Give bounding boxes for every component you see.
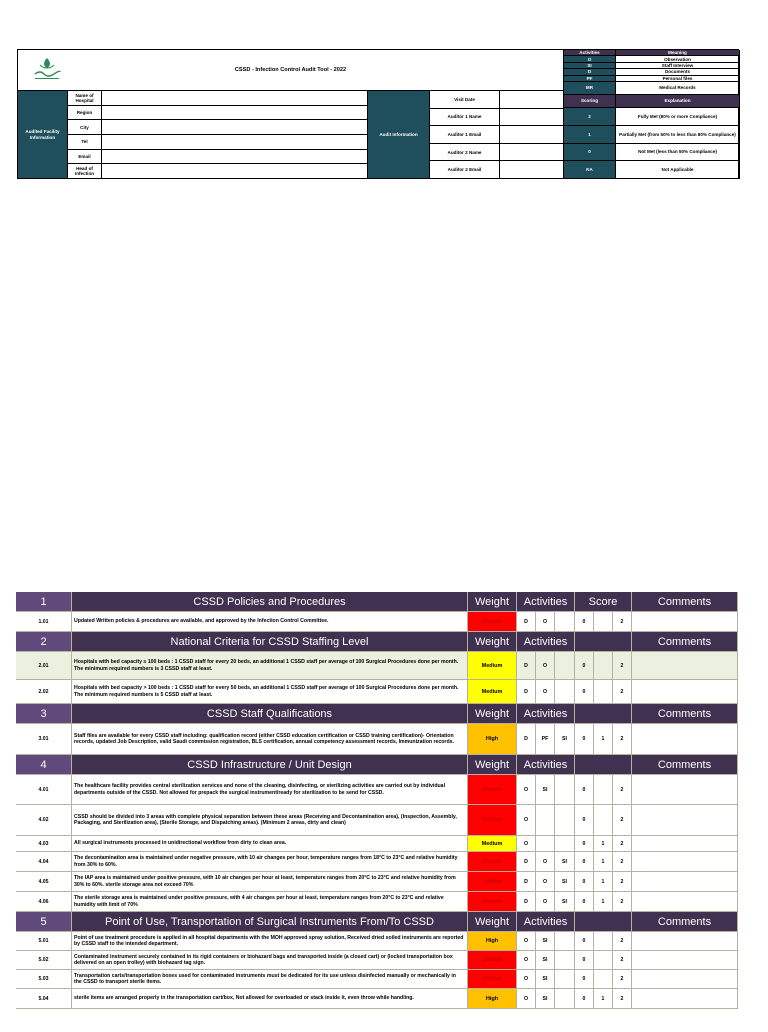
item-description: The healthcare facility provides central sterilization services and none of the cleaning, disinfecting, or sterilizing activities are carried out by individual departments outside of the CSSD. Not allowed for prepack the surgical instrument/ready for sterilization to be send for CSSD. bbox=[72, 775, 468, 805]
facility-field-input[interactable] bbox=[102, 164, 368, 179]
activity-code bbox=[536, 836, 555, 852]
score-cell[interactable]: 0 bbox=[575, 852, 594, 872]
section-header-row bbox=[16, 912, 738, 932]
sheet-title: CSSD - Infection Control Audit Tool - 2022 bbox=[18, 50, 564, 91]
weight-badge: Medium bbox=[468, 680, 517, 704]
legend-score-explanation: Not Applicable bbox=[616, 161, 740, 179]
facility-field-label: Name of Hospital bbox=[68, 91, 102, 106]
audit-item-row bbox=[16, 836, 738, 852]
score-cell[interactable]: 1 bbox=[594, 836, 613, 852]
audit-field-label: Auditor 1 Name bbox=[430, 109, 500, 127]
activity-code: O bbox=[517, 805, 536, 836]
weight-header: Weight bbox=[468, 592, 517, 612]
comment-cell[interactable] bbox=[632, 970, 738, 989]
legend-activity-code: SI bbox=[564, 63, 616, 69]
weight-badge: Critical bbox=[468, 970, 517, 989]
activity-code: SI bbox=[555, 892, 575, 912]
item-number: 2.02 bbox=[16, 680, 72, 704]
activities-header: Activities bbox=[517, 755, 575, 775]
comments-header: Comments bbox=[632, 704, 738, 724]
audit-item-row bbox=[16, 612, 738, 632]
item-description: Hospitals with bed capacity > 100 beds : 1 CSSD staff for every 50 beds, an additional 1 CSSD staff per average of 100 Surgical Procedures done per month. The minimum required numbers is 5 CSSD staff at least. bbox=[72, 680, 468, 704]
facility-field-label: Tel bbox=[68, 135, 102, 150]
audit-field-input[interactable] bbox=[500, 109, 564, 127]
activity-code bbox=[555, 970, 575, 989]
weight-badge: Critical bbox=[468, 951, 517, 970]
item-description: Point of use treatment procedure is applied in all hospital departments with the MOH approved spray solution, Received dried soiled instruments are reported by CSSD staff to the intended department. bbox=[72, 932, 468, 951]
audit-item-row bbox=[16, 805, 738, 836]
activity-code: O bbox=[536, 852, 555, 872]
legend-score-code: NA bbox=[564, 161, 616, 179]
score-cell[interactable]: 2 bbox=[613, 805, 632, 836]
comment-cell[interactable] bbox=[632, 652, 738, 680]
item-description: CSSD should be divided into 3 areas with complete physical separation between these areas (Receiving and Decontamination area), (Inspection, Assembly, Packaging, and Sterilization area), (Sterile Storage, and Dispatching areas). (Minimum 2 areas, dirty and clean) bbox=[72, 805, 468, 836]
legend-score-code: 2 bbox=[564, 108, 616, 126]
score-header bbox=[575, 632, 632, 652]
section-number: 1 bbox=[16, 592, 72, 612]
activity-code bbox=[555, 612, 575, 632]
legend-score-code: 0 bbox=[564, 144, 616, 162]
activity-code: D bbox=[517, 892, 536, 912]
item-description: The decontamination area is maintained under negative pressure, with 10 air changes per hour, temperature ranges from 18°C to 23°C and relative humidity from 30% to 60%. bbox=[72, 852, 468, 872]
legend-activity-meaning: Documents bbox=[616, 69, 740, 75]
facility-field-label: City bbox=[68, 120, 102, 135]
audit-info-label: Audit Information bbox=[368, 91, 430, 179]
activity-code bbox=[555, 836, 575, 852]
weight-badge: Critical bbox=[468, 612, 517, 632]
item-number: 3.01 bbox=[16, 724, 72, 755]
audit-item-row bbox=[16, 932, 738, 951]
audit-item-row bbox=[16, 989, 738, 1009]
legend-activity-code: PF bbox=[564, 76, 616, 82]
score-cell[interactable]: 2 bbox=[613, 989, 632, 1009]
section-title: CSSD Infrastructure / Unit Design bbox=[72, 755, 468, 775]
activities-header: Activities bbox=[517, 632, 575, 652]
activity-code: SI bbox=[536, 970, 555, 989]
audit-item-row bbox=[16, 724, 738, 755]
score-cell[interactable]: 0 bbox=[575, 951, 594, 970]
activity-code bbox=[555, 652, 575, 680]
score-cell[interactable]: 0 bbox=[575, 612, 594, 632]
activity-code: SI bbox=[536, 775, 555, 805]
legend-scoring-header: Scoring bbox=[564, 95, 616, 108]
item-number: 4.03 bbox=[16, 836, 72, 852]
section-number: 5 bbox=[16, 912, 72, 932]
item-description: All surgical instruments processed in unidirectional workflow from dirty to clean area. bbox=[72, 836, 468, 852]
facility-info-label: Audited Facility Information bbox=[18, 91, 68, 179]
audit-field-label: Auditor 1 Email bbox=[430, 126, 500, 144]
comment-cell[interactable] bbox=[632, 680, 738, 704]
comment-cell[interactable] bbox=[632, 775, 738, 805]
weight-badge: High bbox=[468, 724, 517, 755]
activity-code: SI bbox=[536, 951, 555, 970]
score-cell[interactable] bbox=[594, 612, 613, 632]
score-cell[interactable]: 1 bbox=[594, 852, 613, 872]
ministry-of-health-logo bbox=[30, 56, 64, 84]
audit-item-row bbox=[16, 892, 738, 912]
score-cell[interactable]: 0 bbox=[575, 836, 594, 852]
activity-code bbox=[536, 805, 555, 836]
score-cell[interactable]: 1 bbox=[594, 872, 613, 892]
weight-badge: Medium bbox=[468, 652, 517, 680]
audit-checklist-table bbox=[16, 592, 738, 1032]
score-cell[interactable]: 0 bbox=[575, 970, 594, 989]
score-cell[interactable]: 1 bbox=[594, 892, 613, 912]
score-cell[interactable]: 2 bbox=[613, 892, 632, 912]
item-description: The IAP area is maintained under positive pressure, with 10 air changes per hour at least, temperature ranges from 20°C to 23°C and relative humidity from 30% to 60%. sterile storage area not exceed 70% bbox=[72, 872, 468, 892]
comments-header: Comments bbox=[632, 592, 738, 612]
legend-score-explanation: Not Met (less than 50% Compliance) bbox=[616, 144, 740, 162]
comments-header: Comments bbox=[632, 632, 738, 652]
audit-item-row bbox=[16, 680, 738, 704]
score-cell[interactable]: 1 bbox=[594, 724, 613, 755]
activity-code: SI bbox=[555, 724, 575, 755]
item-number: 4.01 bbox=[16, 775, 72, 805]
comments-header: Comments bbox=[632, 912, 738, 932]
item-number: 4.05 bbox=[16, 872, 72, 892]
section-header-row bbox=[16, 632, 738, 652]
score-cell[interactable]: 2 bbox=[613, 951, 632, 970]
item-number: 4.02 bbox=[16, 805, 72, 836]
activity-code: O bbox=[536, 892, 555, 912]
weight-badge: Critical bbox=[468, 852, 517, 872]
score-cell[interactable]: 1 bbox=[594, 989, 613, 1009]
activity-code: SI bbox=[536, 932, 555, 951]
section-title: CSSD Policies and Procedures bbox=[72, 592, 468, 612]
activity-code: D bbox=[517, 612, 536, 632]
section-title: CSSD Staff Qualifications bbox=[72, 704, 468, 724]
item-number: 5.01 bbox=[16, 932, 72, 951]
activity-code: O bbox=[517, 989, 536, 1009]
activity-code: O bbox=[536, 652, 555, 680]
activity-code: O bbox=[517, 932, 536, 951]
activity-code bbox=[555, 932, 575, 951]
item-description: Updated Written policies & procedures are available, and approved by the Infection Control Committee. bbox=[72, 612, 468, 632]
score-cell[interactable] bbox=[594, 805, 613, 836]
section-header-row bbox=[16, 592, 738, 612]
score-cell[interactable]: 2 bbox=[613, 970, 632, 989]
score-cell[interactable] bbox=[594, 775, 613, 805]
item-number: 5.02 bbox=[16, 951, 72, 970]
legend-activity-code: MR bbox=[564, 82, 616, 95]
activity-code: PF bbox=[536, 724, 555, 755]
activity-code bbox=[555, 805, 575, 836]
score-cell[interactable] bbox=[594, 932, 613, 951]
comment-cell[interactable] bbox=[632, 612, 738, 632]
score-header bbox=[575, 704, 632, 724]
score-cell[interactable]: 2 bbox=[613, 872, 632, 892]
activity-code: O bbox=[517, 970, 536, 989]
activity-code: SI bbox=[555, 872, 575, 892]
audit-header-sheet bbox=[17, 49, 739, 179]
weight-header: Weight bbox=[468, 704, 517, 724]
activity-code: D bbox=[517, 852, 536, 872]
activities-header: Activities bbox=[517, 912, 575, 932]
audit-item-row bbox=[16, 951, 738, 970]
facility-field-input[interactable] bbox=[102, 120, 368, 135]
legend-score-code: 1 bbox=[564, 126, 616, 144]
comment-cell[interactable] bbox=[632, 951, 738, 970]
weight-badge: Critical bbox=[468, 872, 517, 892]
score-cell[interactable]: 2 bbox=[613, 775, 632, 805]
legend-activity-meaning: Personal files bbox=[616, 76, 740, 82]
score-cell[interactable] bbox=[594, 652, 613, 680]
audit-field-label: Auditor 2 Email bbox=[430, 161, 500, 179]
item-number: 5.04 bbox=[16, 989, 72, 1009]
score-cell[interactable]: 2 bbox=[613, 680, 632, 704]
item-number: 1.01 bbox=[16, 612, 72, 632]
legend-score-explanation: Fully Met (80% or more Compliance) bbox=[616, 108, 740, 126]
weight-badge: Critical bbox=[468, 892, 517, 912]
activity-code: D bbox=[517, 652, 536, 680]
facility-field-input[interactable] bbox=[102, 150, 368, 165]
item-number: 2.01 bbox=[16, 652, 72, 680]
section-number: 2 bbox=[16, 632, 72, 652]
score-cell[interactable]: 0 bbox=[575, 989, 594, 1009]
activity-code: O bbox=[517, 775, 536, 805]
activity-code: O bbox=[536, 680, 555, 704]
comment-cell[interactable] bbox=[632, 852, 738, 872]
legend-explanation-header: Explanation bbox=[616, 95, 740, 108]
legend-meaning-header: Meaning bbox=[616, 50, 740, 56]
score-cell[interactable]: 2 bbox=[613, 612, 632, 632]
weight-badge: Critical bbox=[468, 775, 517, 805]
activity-code: D bbox=[517, 680, 536, 704]
facility-field-input[interactable] bbox=[102, 91, 368, 106]
facility-field-label: Email bbox=[68, 150, 102, 165]
legend-score-explanation: Partially Met (from 50% to less than 80% Compliance) bbox=[616, 126, 740, 144]
score-cell[interactable]: 0 bbox=[575, 892, 594, 912]
facility-field-label: Head of Infection bbox=[68, 164, 102, 179]
audit-item-row bbox=[16, 652, 738, 680]
facility-field-input[interactable] bbox=[102, 135, 368, 150]
weight-badge: Critical bbox=[468, 805, 517, 836]
activity-code bbox=[555, 989, 575, 1009]
section-header-row bbox=[16, 755, 738, 775]
audit-item-row bbox=[16, 852, 738, 872]
score-header bbox=[575, 912, 632, 932]
activity-code bbox=[555, 951, 575, 970]
legend-activity-code: D bbox=[564, 69, 616, 75]
item-description: Contaminated instrument securely contained in its rigid containers or biohazard bags and transported inside (a closed cart) or (locked transportation box delivered on an open trolley) with biohazard tag sign. bbox=[72, 951, 468, 970]
item-description: Staff files are available for every CSSD staff including: qualification record (either CSSD education certification or CSSD training certification)- Orientation records, updated Job Description, valid Saudi commission registration, BLS certification, annual competency assessment records, Immunization records. bbox=[72, 724, 468, 755]
audit-field-input[interactable] bbox=[500, 144, 564, 162]
item-description: Transportation carts/transportation boxes used for contaminated instruments must be dedicated for its use unless disinfected manually or mechanically in the CSSD to transport sterile items. bbox=[72, 970, 468, 989]
facility-field-label: Region bbox=[68, 106, 102, 121]
audit-item-row bbox=[16, 775, 738, 805]
legend-activities-header: Activities bbox=[564, 50, 616, 56]
activity-code: SI bbox=[536, 989, 555, 1009]
score-cell[interactable]: 2 bbox=[613, 652, 632, 680]
comment-cell[interactable] bbox=[632, 805, 738, 836]
weight-header: Weight bbox=[468, 632, 517, 652]
score-cell[interactable]: 2 bbox=[613, 724, 632, 755]
legend-activity-meaning: Staff Interview bbox=[616, 63, 740, 69]
activity-code: O bbox=[536, 612, 555, 632]
score-cell[interactable]: 0 bbox=[575, 775, 594, 805]
audit-field-label: Auditor 2 Name bbox=[430, 144, 500, 162]
weight-header: Weight bbox=[468, 912, 517, 932]
comment-cell[interactable] bbox=[632, 724, 738, 755]
item-description: Hospitals with bed capacity ≤ 100 beds : 1 CSSD staff for every 20 beds, an additional 1 CSSD staff per average of 100 Surgical Procedures done per month. The minimum required numbers is 3 CSSD staff at least. bbox=[72, 652, 468, 680]
score-cell[interactable]: 0 bbox=[575, 652, 594, 680]
score-cell[interactable]: 0 bbox=[575, 724, 594, 755]
item-description: sterile items are arranged properly in the transportation cart/box, Not allowed for overloaded or stack inside it, even throw while handling. bbox=[72, 989, 468, 1009]
item-description: The sterile storage area is maintained under positive pressure, with 4 air changes per hour at least, temperature ranges from 20°C to 23°C and relative humidity with limit of 70% bbox=[72, 892, 468, 912]
score-cell[interactable]: 0 bbox=[575, 680, 594, 704]
weight-badge: High bbox=[468, 989, 517, 1009]
comment-cell[interactable] bbox=[632, 872, 738, 892]
activities-header: Activities bbox=[517, 704, 575, 724]
legend-activity-meaning: Medical Records bbox=[616, 82, 740, 95]
comments-header: Comments bbox=[632, 755, 738, 775]
activity-code bbox=[555, 680, 575, 704]
section-title: Point of Use, Transportation of Surgical Instruments From/To CSSD bbox=[72, 912, 468, 932]
section-title: National Criteria for CSSD Staffing Level bbox=[72, 632, 468, 652]
comment-cell[interactable] bbox=[632, 892, 738, 912]
section-number: 3 bbox=[16, 704, 72, 724]
score-cell[interactable]: 2 bbox=[613, 932, 632, 951]
activities-header: Activities bbox=[517, 592, 575, 612]
facility-field-input[interactable] bbox=[102, 106, 368, 121]
legend-activity-meaning: Observation bbox=[616, 56, 740, 62]
score-cell[interactable]: 0 bbox=[575, 805, 594, 836]
comment-cell[interactable] bbox=[632, 836, 738, 852]
comment-cell[interactable] bbox=[632, 989, 738, 1009]
score-cell[interactable]: 0 bbox=[575, 932, 594, 951]
activity-code: O bbox=[536, 872, 555, 892]
activity-code: SI bbox=[555, 852, 575, 872]
audit-field-input[interactable] bbox=[500, 91, 564, 109]
audit-item-row bbox=[16, 872, 738, 892]
audit-field-input[interactable] bbox=[500, 126, 564, 144]
activity-code bbox=[555, 775, 575, 805]
activity-code: O bbox=[517, 951, 536, 970]
item-number: 4.06 bbox=[16, 892, 72, 912]
score-cell[interactable]: 0 bbox=[575, 872, 594, 892]
audit-item-row bbox=[16, 970, 738, 989]
activity-code: D bbox=[517, 872, 536, 892]
score-cell[interactable] bbox=[594, 951, 613, 970]
legend-activity-code: O bbox=[564, 56, 616, 62]
activity-code: D bbox=[517, 724, 536, 755]
weight-badge: High bbox=[468, 932, 517, 951]
item-number: 5.03 bbox=[16, 970, 72, 989]
score-header: Score bbox=[575, 592, 632, 612]
comment-cell[interactable] bbox=[632, 932, 738, 951]
weight-badge: Medium bbox=[468, 836, 517, 852]
audit-field-input[interactable] bbox=[500, 161, 564, 179]
score-cell[interactable] bbox=[594, 680, 613, 704]
score-cell[interactable]: 2 bbox=[613, 836, 632, 852]
item-number: 4.04 bbox=[16, 852, 72, 872]
score-header bbox=[575, 755, 632, 775]
score-cell[interactable]: 2 bbox=[613, 852, 632, 872]
weight-header: Weight bbox=[468, 755, 517, 775]
activity-code: O bbox=[517, 836, 536, 852]
section-header-row bbox=[16, 704, 738, 724]
section-number: 4 bbox=[16, 755, 72, 775]
audit-field-label: Visit Date bbox=[430, 91, 500, 109]
score-cell[interactable] bbox=[594, 970, 613, 989]
